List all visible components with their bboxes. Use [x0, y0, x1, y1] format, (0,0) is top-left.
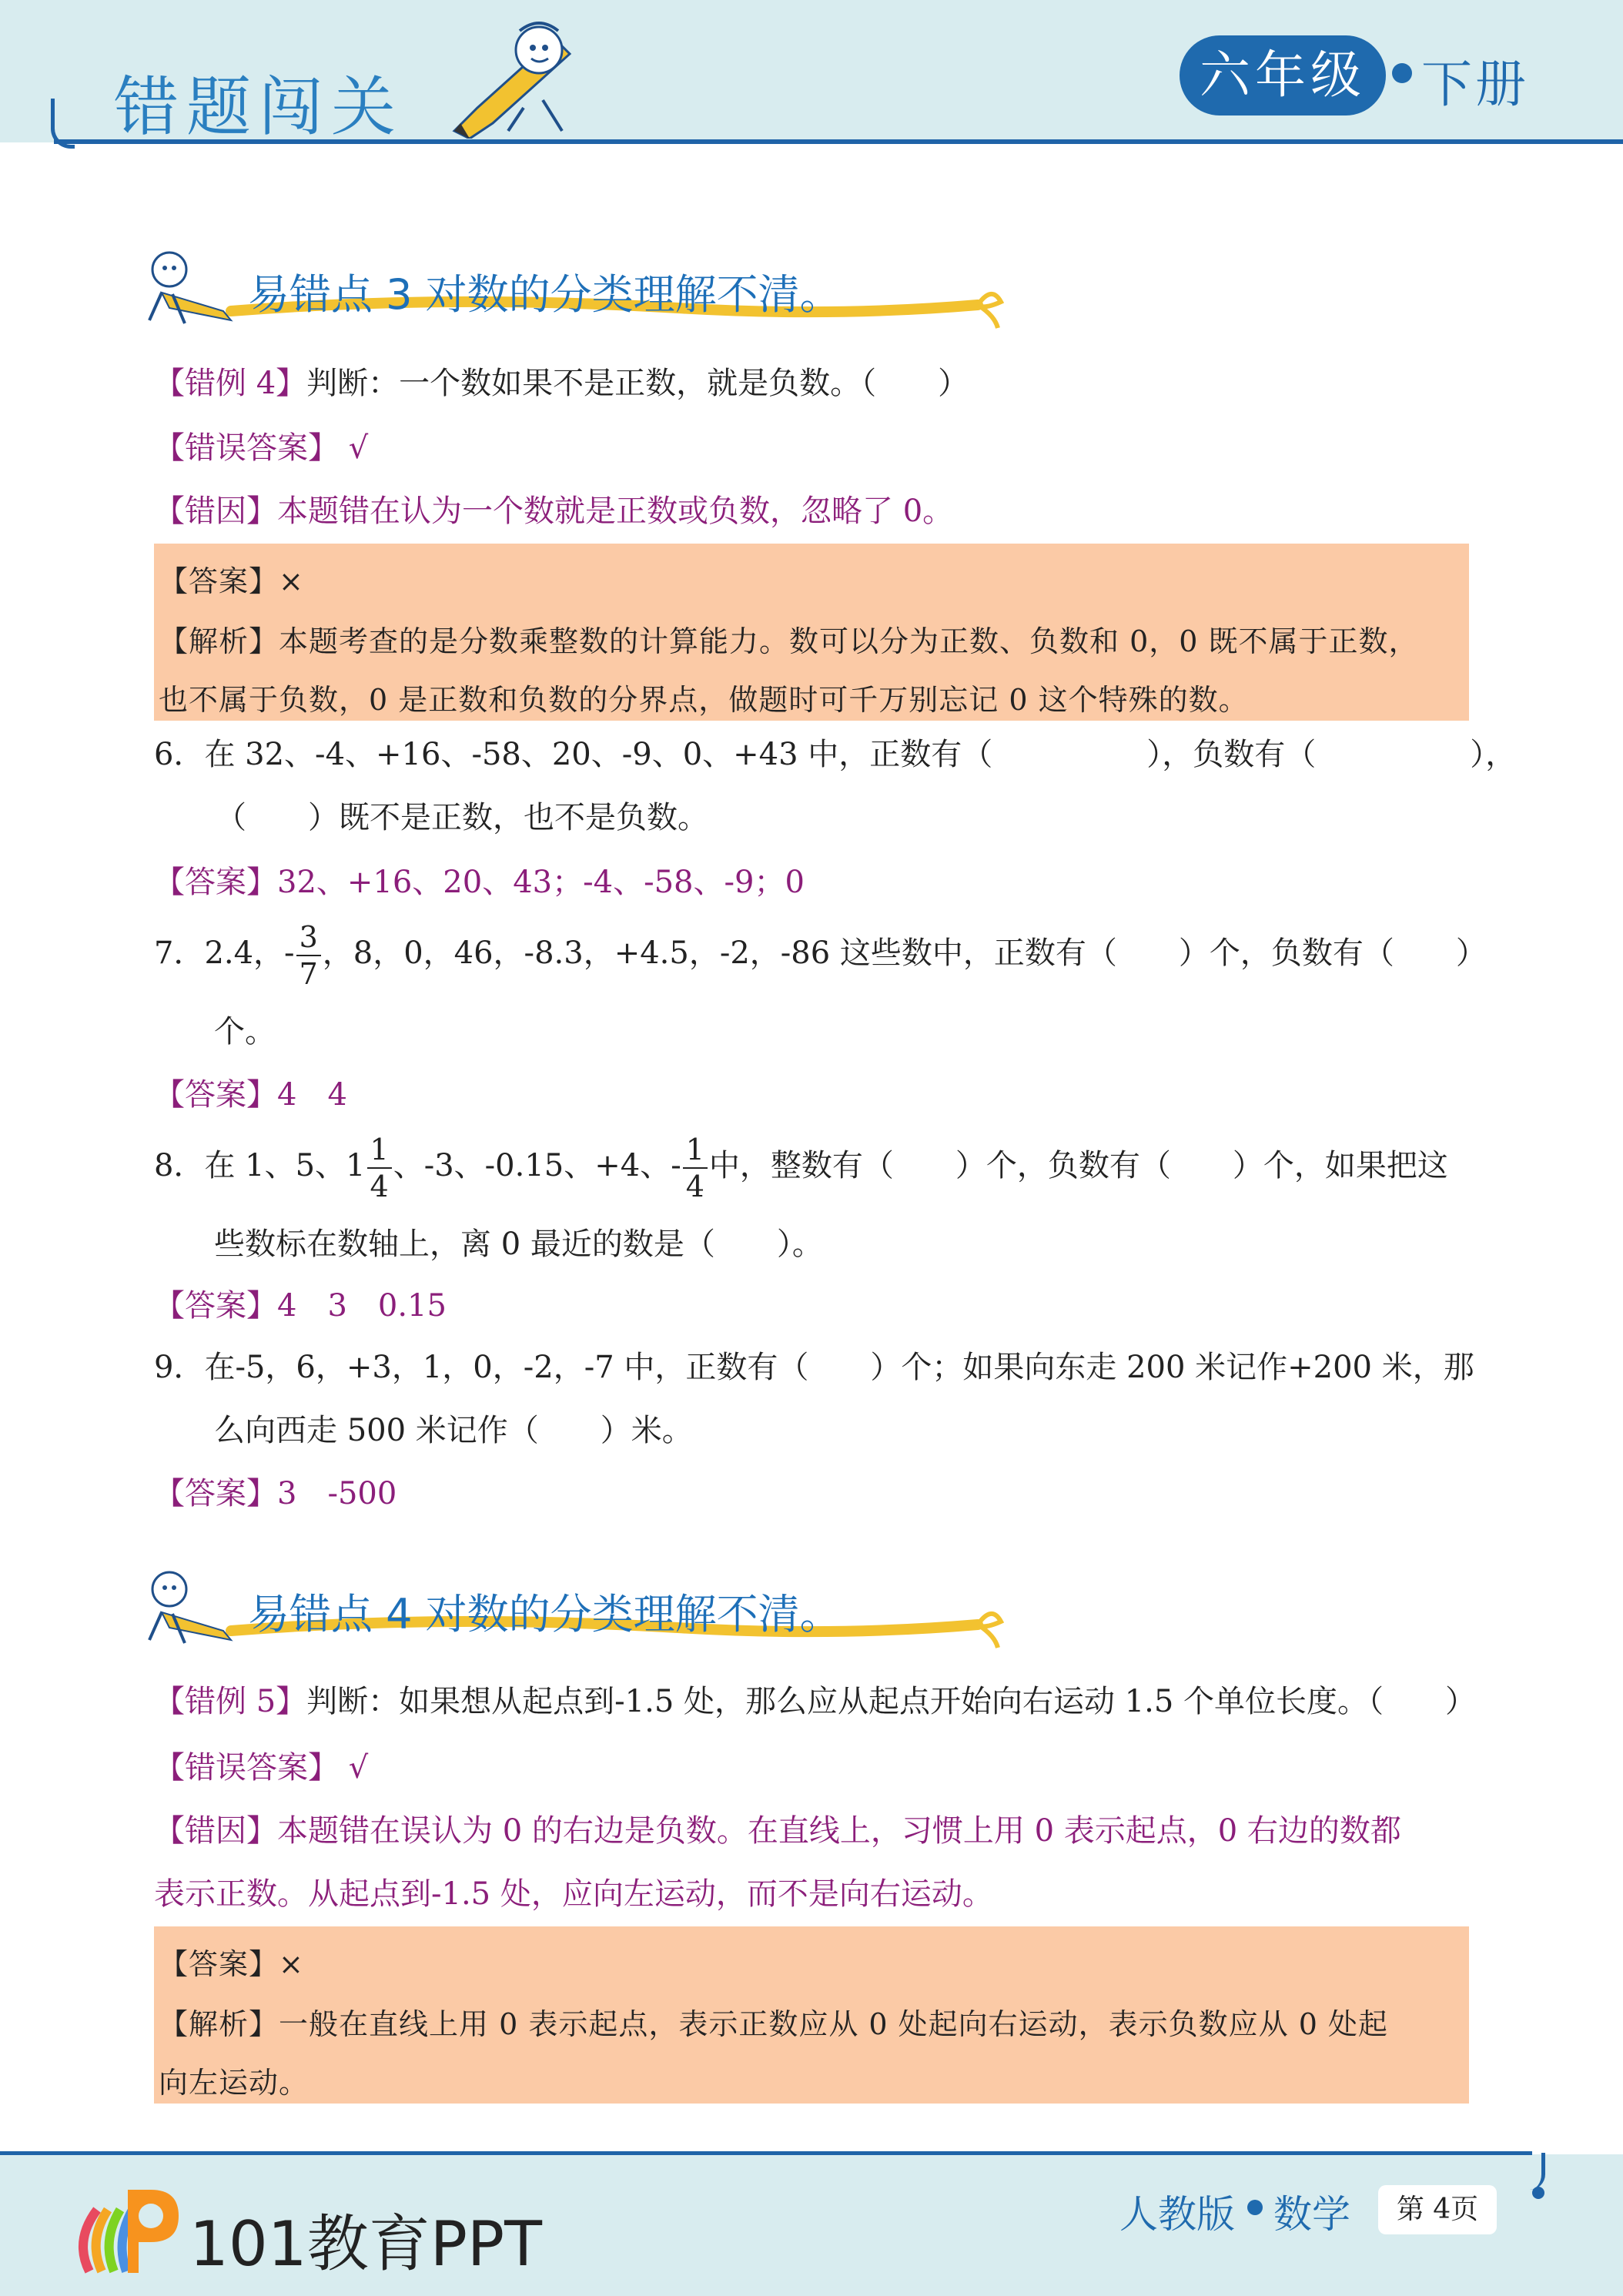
fraction-denominator: 4	[370, 1170, 389, 1203]
question-7-line1	[154, 918, 1487, 995]
section-heading-3	[139, 246, 1062, 331]
volume-label: 下册	[1421, 55, 1529, 114]
analysis-4-line1: 【解析】本题考查的是分数乘整数的计算能力。数可以分为正数、负数和 0，0 既不属于正数，	[159, 624, 1419, 658]
question-9-line2: 么向西走 500 米记作（ ）米。	[214, 1413, 693, 1448]
section-title-3: 易错点 3 对数的分类理解不清。	[248, 270, 842, 319]
analysis-5-line2: 向左运动。	[159, 2066, 310, 2100]
question-8-pre: 8．在 1、5、1	[154, 1148, 366, 1183]
header-title: 错题闯关	[114, 69, 404, 145]
section-title-4: 易错点 4 对数的分类理解不清。	[248, 1590, 842, 1638]
footer-dot-decoration	[1532, 2187, 1544, 2199]
fraction-denominator: 4	[685, 1170, 704, 1203]
answer-8: 【答案】4 3 0.15	[154, 1288, 447, 1324]
answer-7: 【答案】4 4	[154, 1077, 347, 1113]
example-4-line	[154, 368, 969, 399]
question-7-pre: 7．2.4，-	[154, 935, 295, 971]
fraction-1-4-b	[683, 1135, 708, 1201]
example-4-label: 【错例 4】	[154, 366, 307, 401]
answer-4: 【答案】×	[159, 564, 304, 598]
question-8-line1	[154, 1130, 1448, 1207]
analysis-5-line1: 【解析】一般在直线上用 0 表示起点，表示正数应从 0 处起向右运动，表示负数应从 0 处起	[159, 2007, 1389, 2041]
section-heading-4	[139, 1566, 1062, 1651]
question-8-line2: 些数标在数轴上，离 0 最近的数是（ ）。	[214, 1227, 823, 1262]
question-7-line2: 个。	[214, 1014, 276, 1049]
fraction-numerator: 3	[296, 922, 321, 956]
footer-divider	[0, 2151, 1532, 2155]
answer-box-4	[154, 544, 1469, 721]
example-5-label: 【错例 5】	[154, 1684, 307, 1719]
fraction-denominator: 7	[299, 957, 318, 991]
question-9-line1: 9．在-5，6，+3，1，0，-2，-7 中，正数有（ ）个；如果向东走 200 米记作+200 米，那	[154, 1350, 1474, 1385]
page-number: 第 4页	[1396, 2194, 1479, 2225]
answer-5: 【答案】×	[159, 1947, 304, 1981]
wrong-answer-4: 【错误答案】 √	[154, 430, 369, 466]
fraction-numerator: 1	[367, 1135, 392, 1169]
analysis-4-line2: 也不属于负数，0 是正数和负数的分界点，做题时可千万别忘记 0 这个特殊的数。	[159, 683, 1249, 717]
wrong-answer-5: 【错误答案】 √	[154, 1750, 369, 1786]
error-cause-4: 【错因】本题错在认为一个数就是正数或负数，忽略了 0。	[154, 494, 954, 529]
question-8-post: 中，整数有（ ）个，负数有（ ）个，如果把这	[708, 1148, 1448, 1183]
answer-9: 【答案】3 -500	[154, 1476, 397, 1511]
brand-logo-icon	[74, 2179, 182, 2279]
example-5-line	[154, 1686, 1476, 1717]
example-5-text: 判断：如果想从起点到-1.5 处，那么应从起点开始向右运动 1.5 个单位长度。（ ）	[306, 1684, 1477, 1719]
fraction-3-7	[296, 922, 321, 989]
grade-separator-dot	[1392, 63, 1412, 83]
question-6-line2: （ ）既不是正数，也不是负数。	[216, 800, 708, 835]
fraction-numerator: 1	[683, 1135, 708, 1169]
brand-name: 101教育PPT	[189, 2208, 543, 2280]
answer-box-5	[154, 1926, 1469, 2104]
pencil-mascot-icon	[447, 15, 585, 139]
grade-label: 六年级	[1200, 45, 1366, 105]
answer-6: 【答案】32、+16、20、43；-4、-58、-9；0	[154, 865, 805, 900]
edition-label: 人教版	[1119, 2192, 1235, 2237]
error-cause-5-line1: 【错因】本题错在误认为 0 的右边是负数。在直线上，习惯上用 0 表示起点，0 右边的数都	[154, 1813, 1401, 1849]
fraction-1-4-a	[367, 1135, 392, 1201]
question-8-mid: 、-3、-0.15、+4、-	[393, 1148, 681, 1183]
example-4-text: 判断：一个数如果不是正数，就是负数。（ ）	[306, 366, 969, 401]
question-7-post: ，8，0，46，-8.3，+4.5，-2，-86 这些数中，正数有（ ）个，负数有（ ）	[322, 935, 1487, 971]
error-cause-5-line2: 表示正数。从起点到-1.5 处，应向左运动，而不是向右运动。	[154, 1876, 993, 1912]
subject-label: 数学	[1273, 2192, 1350, 2237]
question-6-line1: 6．在 32、-4、+16、-58、20、-9、0、+43 中，正数有（ ），负数有（ ），	[154, 737, 1517, 772]
edition-separator-dot	[1247, 2200, 1263, 2215]
